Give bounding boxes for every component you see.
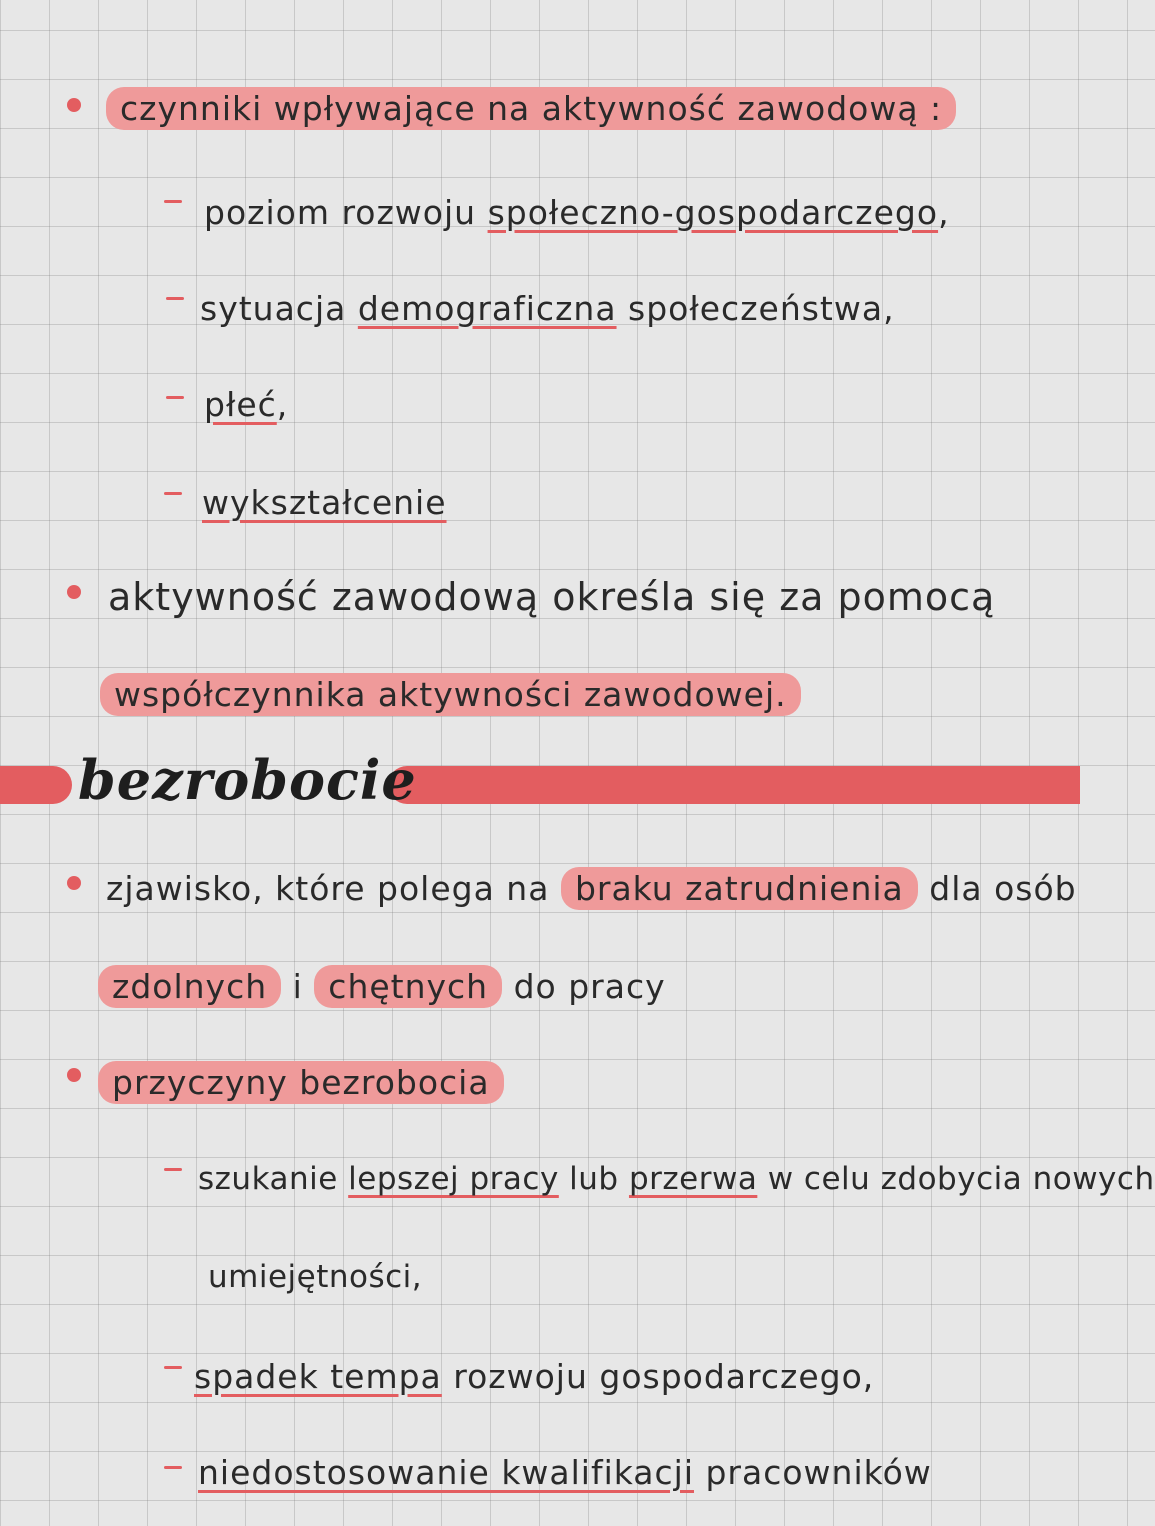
cause-item-2: spadek tempa rozwoju gospodarczego,	[194, 1357, 875, 1396]
section-divider-bar	[0, 766, 72, 804]
heading-factors	[106, 89, 956, 128]
factor-item-3: płeć,	[204, 385, 289, 424]
list-dash	[164, 200, 182, 203]
factor-item-4	[202, 483, 447, 522]
list-dash	[166, 297, 184, 300]
factor-item-2: sytuacja demograficzna społeczeństwa,	[200, 289, 895, 328]
factor-item-1: poziom rozwoju społeczno-gospodarczego,	[204, 193, 950, 232]
highlight-willing: chętnych	[314, 965, 502, 1008]
underlined-term: wykształcenie	[202, 483, 447, 522]
cause-item-1-continued: umiejętności,	[208, 1259, 423, 1295]
activity-definition-line2	[100, 675, 801, 714]
underlined-term: przerwa	[628, 1161, 758, 1197]
underlined-term: niedostosowanie kwalifikacji	[198, 1453, 694, 1492]
underlined-term: lepszej pracy	[348, 1161, 559, 1197]
section-title-unemployment: bezrobocie	[78, 748, 417, 812]
underlined-term: społeczno-gospodarczego	[487, 193, 939, 232]
section-divider-bar	[388, 766, 1080, 804]
list-dash	[164, 492, 182, 495]
highlight-lack-of-employment: braku zatrudnienia	[561, 867, 918, 910]
list-dash	[164, 1168, 182, 1171]
bullet-dot	[67, 876, 81, 890]
activity-coefficient-highlight: współczynnika aktywności zawodowej.	[100, 673, 801, 716]
activity-definition-line1: aktywność zawodową określa się za pomocą	[108, 575, 996, 619]
underlined-term: spadek tempa	[194, 1357, 442, 1396]
unemployment-definition-line1: zjawisko, które polega na braku zatrudnienia dla osób	[106, 869, 1077, 908]
cause-item-3: niedostosowanie kwalifikacji pracowników	[198, 1453, 932, 1492]
causes-heading-highlight: przyczyny bezrobocia	[98, 1061, 504, 1104]
highlight-able: zdolnych	[98, 965, 281, 1008]
list-dash	[164, 1466, 182, 1469]
bullet-dot	[67, 1068, 81, 1082]
heading-factors-highlight: czynniki wpływające na aktywność zawodową :	[106, 87, 956, 130]
causes-heading	[98, 1063, 504, 1102]
unemployment-definition-line2: zdolnych i chętnych do pracy	[98, 970, 666, 1003]
cause-item-1: szukanie lepszej pracy lub przerwa w celu zdobycia nowych	[198, 1161, 1155, 1197]
underlined-term: płeć	[204, 385, 277, 424]
bullet-dot	[67, 98, 81, 112]
list-dash	[164, 1366, 182, 1369]
list-dash	[166, 396, 184, 399]
underlined-term: demograficzna	[357, 289, 617, 328]
bullet-dot	[67, 585, 81, 599]
